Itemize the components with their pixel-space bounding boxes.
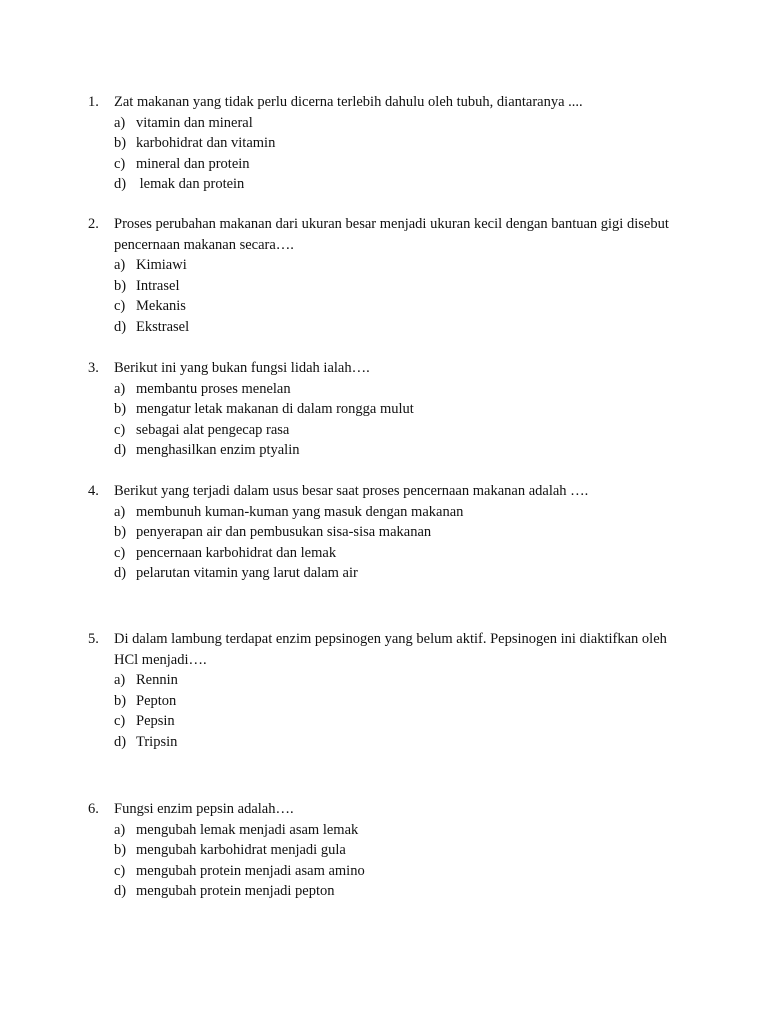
option-letter: d) — [114, 318, 127, 335]
question-6 — [88, 799, 688, 902]
option-text: pencernaan karbohidrat dan lemak — [136, 544, 337, 561]
option-text: Intrasel — [136, 277, 180, 294]
option-text: Pepsin — [136, 713, 175, 729]
option-letter: b) — [114, 692, 127, 709]
option-letter: a) — [114, 114, 126, 131]
option-b — [88, 840, 688, 861]
option-b — [88, 522, 688, 543]
question-row — [88, 799, 688, 820]
option-letter: d) — [114, 565, 127, 581]
question-1 — [88, 92, 688, 195]
option-text: menghasilkan enzim ptyalin — [136, 442, 300, 458]
option-letter: d) — [114, 176, 127, 192]
option-b — [88, 133, 688, 154]
option-d — [88, 881, 688, 902]
option-d — [88, 440, 688, 461]
question-row — [88, 481, 688, 502]
option-d — [88, 732, 688, 753]
option-letter: c) — [114, 421, 126, 438]
question-row — [88, 214, 688, 255]
option-text: Pepton — [136, 692, 177, 709]
option-text: Mekanis — [136, 298, 186, 314]
option-text: karbohidrat dan vitamin — [136, 135, 276, 151]
option-text: Kimiawi — [136, 257, 187, 273]
option-text: pelarutan vitamin yang larut dalam air — [136, 565, 358, 581]
option-text: lemak dan protein — [136, 176, 245, 192]
option-letter: b) — [114, 277, 127, 294]
option-text: mengatur letak makanan di dalam rongga mulut — [136, 401, 414, 417]
question-number: 4. — [88, 483, 99, 499]
option-letter: d) — [114, 883, 127, 899]
option-text: mengubah karbohidrat menjadi gula — [136, 842, 346, 858]
question-number: 6. — [88, 801, 99, 817]
option-text: vitamin dan mineral — [136, 114, 253, 131]
option-letter: c) — [114, 862, 126, 879]
option-a — [88, 820, 688, 841]
option-a — [88, 113, 688, 134]
option-b — [88, 276, 688, 297]
option-text: mengubah lemak menjadi asam lemak — [136, 821, 359, 838]
question-5 — [88, 629, 688, 752]
option-c — [88, 296, 688, 317]
option-text: Tripsin — [136, 733, 178, 750]
option-letter: c) — [114, 713, 126, 729]
option-letter: b) — [114, 135, 127, 151]
option-a — [88, 502, 688, 523]
option-c — [88, 154, 688, 175]
option-text: mengubah protein menjadi asam amino — [136, 862, 365, 879]
option-letter: a) — [114, 380, 126, 397]
option-letter: a) — [114, 257, 126, 273]
option-letter: c) — [114, 155, 126, 172]
question-row — [88, 358, 688, 379]
question-text: Fungsi enzim pepsin adalah…. — [114, 801, 294, 817]
question-text: Di dalam lambung terdapat enzim pepsinogen yang belum aktif. Pepsinogen ini diaktifkan oleh HCl menjadi…. — [114, 631, 667, 668]
option-a — [88, 379, 688, 400]
question-3 — [88, 358, 688, 461]
option-c — [88, 543, 688, 564]
question-2 — [88, 214, 688, 337]
question-text: Proses perubahan makanan dari ukuran besar menjadi ukuran kecil dengan bantuan gigi disebut pencernaan makanan secara…. — [114, 216, 669, 253]
option-c — [88, 420, 688, 441]
option-c — [88, 711, 688, 732]
option-text: membantu proses menelan — [136, 380, 291, 397]
question-number: 1. — [88, 94, 99, 110]
question-text: Berikut ini yang bukan fungsi lidah ialah…. — [114, 360, 370, 376]
option-d — [88, 563, 688, 584]
option-letter: d) — [114, 442, 127, 458]
option-d — [88, 317, 688, 338]
option-letter: a) — [114, 503, 126, 520]
option-letter: a) — [114, 672, 126, 688]
question-4 — [88, 481, 688, 584]
option-letter: b) — [114, 401, 127, 417]
option-c — [88, 861, 688, 882]
option-text: mineral dan protein — [136, 155, 250, 172]
option-a — [88, 670, 688, 691]
question-number: 2. — [88, 216, 99, 232]
option-text: membunuh kuman-kuman yang masuk dengan makanan — [136, 503, 464, 520]
question-text: Berikut yang terjadi dalam usus besar saat proses pencernaan makanan adalah …. — [114, 483, 589, 499]
option-letter: c) — [114, 298, 126, 314]
option-letter: b) — [114, 842, 127, 858]
option-text: penyerapan air dan pembusukan sisa-sisa makanan — [136, 524, 432, 540]
option-text: mengubah protein menjadi pepton — [136, 883, 335, 899]
option-a — [88, 255, 688, 276]
option-letter: b) — [114, 524, 127, 540]
option-letter: c) — [114, 544, 126, 561]
option-text: Rennin — [136, 672, 178, 688]
option-text: sebagai alat pengecap rasa — [136, 421, 290, 438]
question-number: 5. — [88, 631, 99, 647]
option-letter: d) — [114, 733, 127, 750]
option-letter: a) — [114, 821, 126, 838]
question-text: Zat makanan yang tidak perlu dicerna terlebih dahulu oleh tubuh, diantaranya .... — [114, 94, 583, 110]
question-row — [88, 629, 688, 670]
question-number: 3. — [88, 360, 99, 376]
question-row — [88, 92, 688, 113]
option-d — [88, 174, 688, 195]
option-b — [88, 691, 688, 712]
option-text: Ekstrasel — [136, 318, 190, 335]
option-b — [88, 399, 688, 420]
